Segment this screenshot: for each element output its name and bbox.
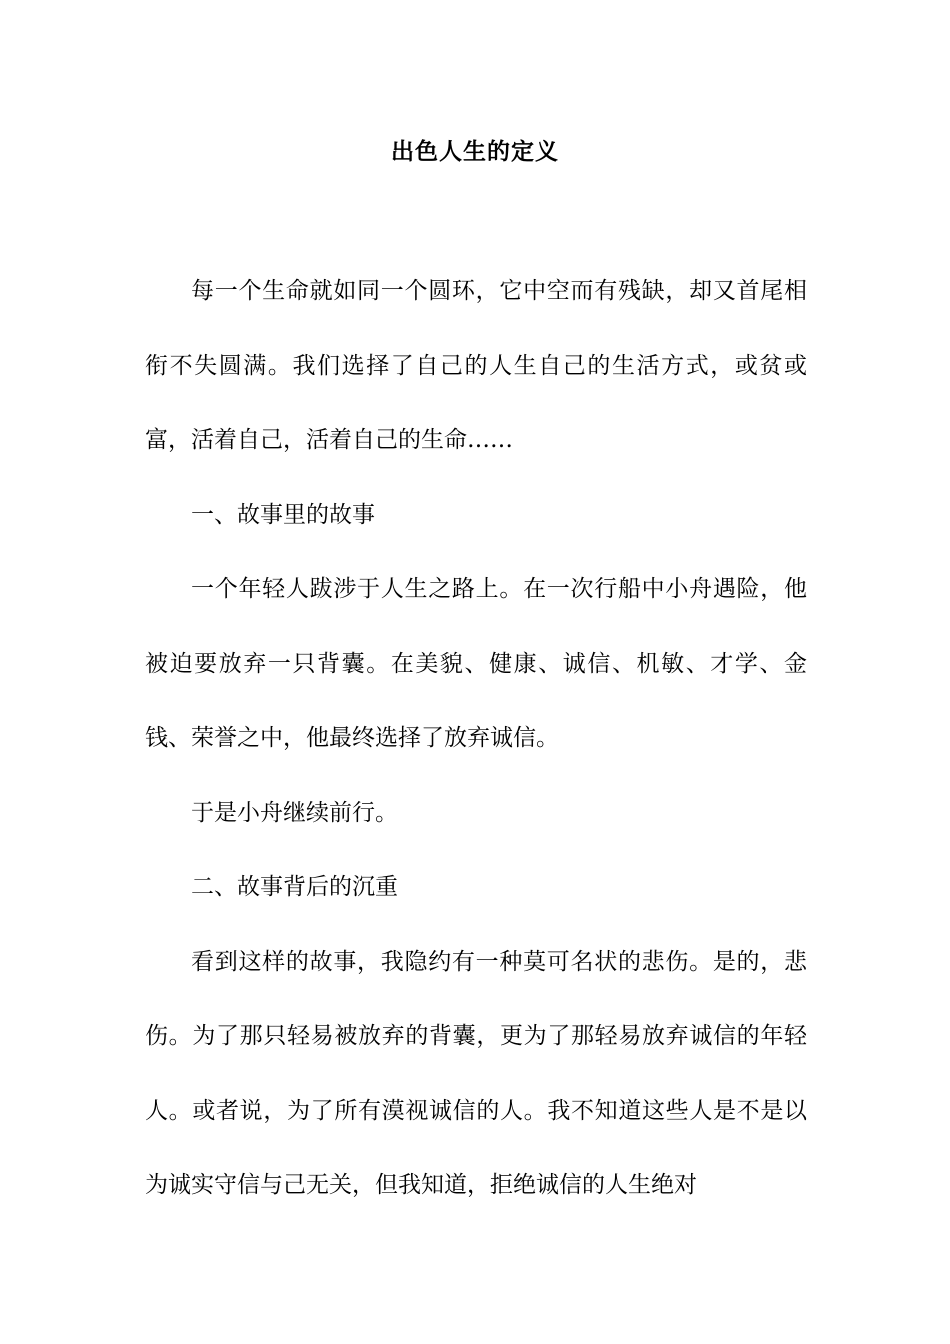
paragraph-intro: 每一个生命就如同一个圆环，它中空而有残缺，却又首尾相衔不失圆满。我们选择了自己的人生自己的生活方式，或贫或富，活着自己，活着自己的生命…… [145,278,807,453]
section-heading-2: 二、故事背后的沉重 [191,874,398,900]
paragraph-story: 一个年轻人跋涉于人生之路上。在一次行船中小舟遇险，他被迫要放弃一只背囊。在美貌、健康、诚信、机敏、才学、金钱、荣誉之中，他最终选择了放弃诚信。 [145,576,807,751]
paragraph-reflection: 看到这样的故事，我隐约有一种莫可名状的悲伤。是的，悲伤。为了那只轻易被放弃的背囊，更为了那轻易放弃诚信的年轻人。或者说，为了所有漠视诚信的人。我不知道这些人是不是以为诚实守信与己无关，但我知道，拒绝诚信的人生绝对 [145,948,807,1198]
page-title: 出色人生的定义 [391,138,559,165]
document-body [145,254,807,1223]
section-heading-1: 一、故事里的故事 [191,501,375,528]
paragraph-boat-continues: 于是小舟继续前行。 [191,799,398,826]
